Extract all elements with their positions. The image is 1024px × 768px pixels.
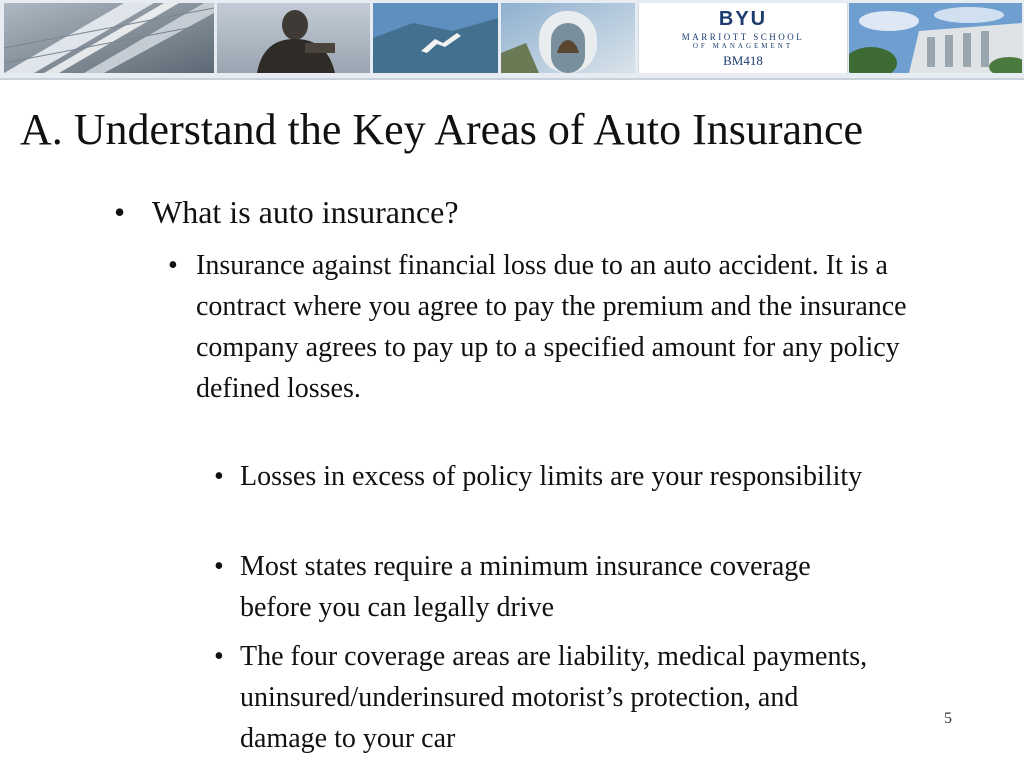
- bullet-text: Most states require a minimum insurance coverage before you can legally drive: [240, 551, 811, 623]
- bullet-level3-item: [214, 636, 874, 759]
- page-number: 5: [944, 710, 952, 727]
- bullet-dot: •: [214, 551, 224, 582]
- bullet-level2: [168, 245, 908, 409]
- bullet-dot: •: [114, 194, 126, 230]
- byu-wordmark: BYU: [718, 8, 768, 30]
- bullet-dot: •: [168, 250, 178, 281]
- school-name-line1: MARRIOTT SCHOOL: [681, 32, 805, 42]
- bullet-dot: •: [214, 641, 224, 672]
- bullet-text: What is auto insurance?: [152, 194, 459, 230]
- school-name-line2: OF MANAGEMENT: [692, 42, 794, 50]
- course-code: BM418: [723, 53, 763, 68]
- bullet-level3-item: [214, 456, 874, 497]
- bullet-text: Insurance against financial loss due to an auto accident. It is a contract where you agree to pay the premium and the insurance company agrees to pay up to a specified amount for any policy defined losses.: [196, 250, 907, 404]
- bullet-text: The four coverage areas are liability, medical payments, uninsured/underinsured motorist’s protection, and damage to your car: [240, 641, 868, 754]
- bullet-dot: •: [214, 461, 224, 492]
- bullet-text: Losses in excess of policy limits are your responsibility: [240, 461, 863, 492]
- bullet-level1: [114, 192, 914, 232]
- bullet-level3-item: [214, 546, 874, 628]
- slide-title: A. Understand the Key Areas of Auto Insurance: [20, 105, 864, 154]
